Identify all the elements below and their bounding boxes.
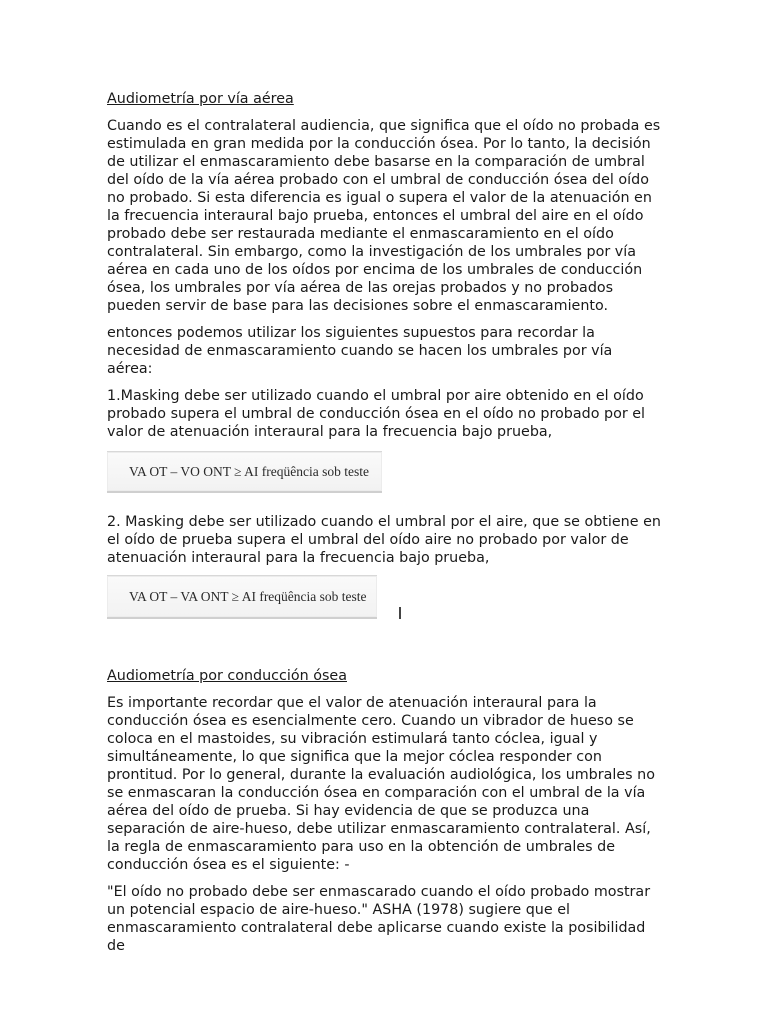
paragraph-rule-1: 1.Masking debe ser utilizado cuando el umbral por aire obtenido en el oído probado supera el umbral de conducción ósea en el oído no probado por el valor de atenuación interaural para la frecuencia bajo prueba, [107, 388, 646, 440]
paragraph-bone-conduction-intro: Es importante recordar que el valor de atenuación interaural para la conducción ósea es esencialmente cero. Cuando un vibrador de hueso se coloca en el mastoides, su vibración estimulará tanto cóclea, igual y simultáneamente, lo que significa que la mejor cóclea responder con prontitud. Por lo general, durante la evaluación audiológica, los umbrales no se enmascaran la conducción ósea en comparación con el umbral de la vía aérea del oído de prueba. Si hay evidencia de que se produzca una separación de aire-hueso, debe utilizar enmascaramiento contralateral. Así, la regla de enmascaramiento para uso en la obtención de umbrales de conducción ósea es el siguiente: - [107, 695, 655, 873]
section-heading-air-conduction: Audiometría por vía aérea [107, 91, 294, 107]
formula-image-2-wrapper [107, 573, 662, 623]
formula-image-1: VA OT – VO ONT ≥ AI freqüência sob teste [107, 451, 382, 493]
formula-image-1-wrapper [107, 447, 662, 499]
paragraph-rule-quote: "El oído no probado debe ser enmascarado cuando el oído probado mostrar un potencial espacio de aire-hueso." ASHA (1978) sugiere que el enmascaramiento contralateral debe aplicarse cuando existe la posibilidad de [107, 884, 651, 954]
formula-image-2: VA OT – VA ONT ≥ AI freqüência sob teste [107, 575, 377, 619]
paragraph-air-conduction-intro: Cuando es el contralateral audiencia, que significa que el oído no probada es estimulada en gran medida por la conducción ósea. Por lo tanto, la decisión de utilizar el enmascaramiento debe basarse en la comparación de umbral del oído de la vía aérea probado con el umbral de conducción ósea del oído no probado. Si esta diferencia es igual o supera el valor de la atenuación en la frecuencia interaural bajo prueba, entonces el umbral del aire en el oído probado debe ser restaurada mediante el enmascaramiento en el oído contralateral. Sin embargo, como la investigación de los umbrales por vía aérea en cada uno de los oídos por encima de los umbrales de conducción ósea, los umbrales por vía aérea de las orejas probados y no probados pueden servir de base para las decisiones sobre el enmascaramiento. [107, 118, 661, 314]
paragraph-rule-2: 2. Masking debe ser utilizado cuando el umbral por el aire, que se obtiene en el oído de prueba supera el umbral del oído aire no probado por valor de atenuación interaural para la frecuencia bajo prueba, [107, 514, 661, 566]
document-content [107, 90, 662, 964]
paragraph-assumptions: entonces podemos utilizar los siguientes supuestos para recordar la necesidad de enmascaramiento cuando se hacen los umbrales por vía aérea: [107, 325, 613, 377]
text-cursor [399, 607, 401, 619]
section-heading-bone-conduction: Audiometría por conducción ósea [107, 668, 347, 684]
section-spacer [107, 637, 662, 667]
